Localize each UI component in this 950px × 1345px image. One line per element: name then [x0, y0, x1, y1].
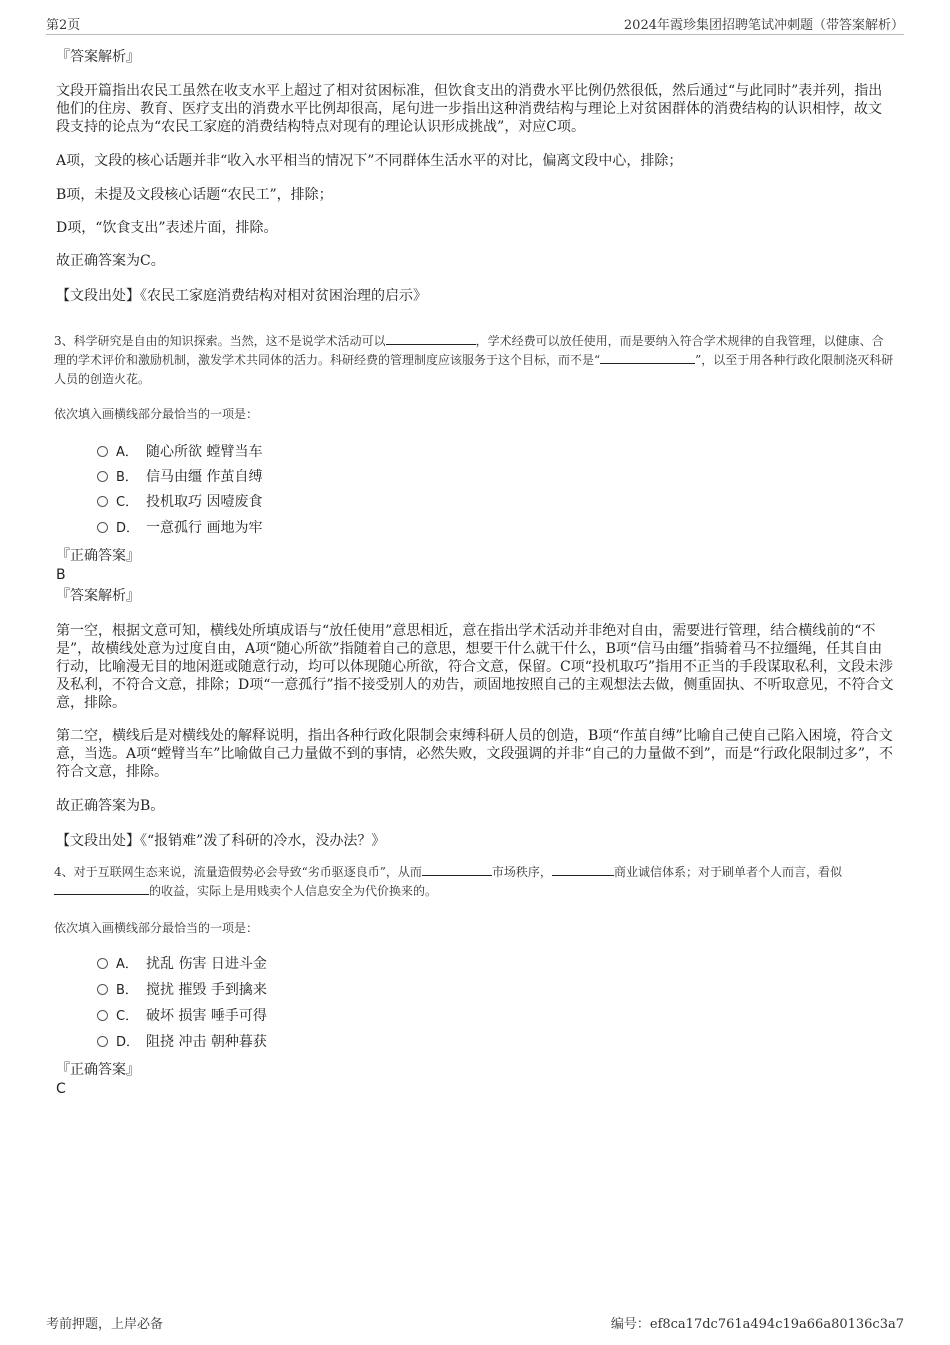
passage-source: 【文段出处】《“报销难”泼了科研的冷水，没办法？》 [56, 833, 386, 849]
page-header [46, 14, 904, 35]
analysis-label: 『答案解析』 [56, 588, 140, 604]
analysis-option-d: D项，“饮食支出”表述片面，排除。 [56, 220, 278, 236]
radio-icon[interactable] [97, 958, 108, 969]
document-id: 编号：ef8ca17dc761a494c19a66a80136c3a7 [610, 1317, 904, 1332]
question-4-option-a[interactable]: A． 扰乱 伤害 日进斗金 [97, 955, 267, 973]
radio-icon[interactable] [97, 446, 108, 457]
correct-answer-label: 『正确答案』 [56, 548, 140, 564]
question-3-stem: 3、科学研究是自由的知识探索。当然，这不是说学术活动可以 ，学术经费可以放任使用，而是要纳入符合学术规律的自我管理，以健康、合理的学术评价和激励机制，激发学术共同体的活力。科研经费的管理制度应该服务于这个目标，而不是“ ”，以至于用各种行政化限制浇灭科研人员的创造火花。 [54, 334, 894, 386]
correct-answer: B [56, 567, 66, 583]
analysis-paragraph-1: 第一空，根据文意可知，横线处所填成语与“放任使用”意思相近，意在指出学术活动并非绝对自由，需要进行管理，结合横线前的“不是”，故横线处意为过度自由，A项“随心所欲”指随着自己的意思，想要干什么就干什么，B项“信马由缰”指骑着马不拉缰绳，任其自由行动，比喻漫无目的地闲逛或随意行动，均可以体现随心所欲，符合文意，保留。C项“投机取巧”指用不正当的手段谋取私利，文段未涉及私利，不符合文意，排除；D项“一意孤行”指不接受别人的劝告，顽固地按照自己的主观想法去做，侧重固执、不听取意见，不符合文意，排除。 [56, 623, 894, 711]
correct-answer: C [56, 1081, 66, 1097]
fill-blank [600, 351, 695, 364]
question-4-option-c[interactable]: C． 破坏 损害 唾手可得 [97, 1007, 267, 1025]
radio-icon[interactable] [97, 522, 108, 533]
analysis-paragraph-2: 第二空，横线后是对横线处的解释说明，指出各种行政化限制会束缚科研人员的创造，B项“作茧自缚”比喻自己使自己陷入困境，符合文意，当选。A项“螳臂当车”比喻做自己力量做不到的事情，必然失败，文段强调的并非“自己的力量做不到”，而是“行政化限制过多”，不符合文意，排除。 [56, 728, 894, 780]
question-4-stem: 4、对于互联网生态来说，流量造假势必会导致“劣币驱逐良币”，从而 市场秩序， 商业诚信体系；对于刷单者个人而言，看似的收益，实际上是用贱卖个人信息安全为代价换来的。 [54, 865, 842, 898]
fill-blank [54, 882, 149, 895]
analysis-label: 『答案解析』 [56, 49, 140, 65]
question-3-option-b[interactable]: B． 信马由缰 作茧自缚 [97, 468, 262, 486]
analysis-conclusion: 故正确答案为C。 [56, 253, 165, 269]
question-3-option-a[interactable]: A． 随心所欲 螳臂当车 [97, 443, 262, 461]
radio-icon[interactable] [97, 471, 108, 482]
analysis-option-b: B项，未提及文段核心话题“农民工”，排除； [56, 187, 333, 203]
question-3-prompt: 依次填入画横线部分最恰当的一项是： [54, 407, 259, 421]
footer-slogan: 考前押题，上岸必备 [46, 1317, 164, 1332]
analysis-paragraph: 文段开篇指出农民工虽然在收支水平上超过了相对贫困标准，但饮食支出的消费水平比例仍然很低，然后通过“与此同时”表并列，指出他们的住房、教育、医疗支出的消费水平比例却很高，尾句进一步指出这种消费结构与理论上对贫困群体的消费结构的认识相悖，故文段支持的论点为“农民工家庭的消费结构特点对现有的理论认识形成挑战”，对应C项。 [56, 83, 883, 135]
correct-answer-label: 『正确答案』 [56, 1062, 140, 1078]
passage-source: 【文段出处】《农民工家庭消费结构对相对贫困治理的启示》 [56, 288, 427, 304]
radio-icon[interactable] [97, 1036, 108, 1047]
fill-blank [386, 332, 476, 345]
radio-icon[interactable] [97, 984, 108, 995]
radio-icon[interactable] [97, 1010, 108, 1021]
fill-blank [552, 863, 614, 876]
document-title: 2024年霞珍集团招聘笔试冲刺题（带答案解析） [623, 18, 904, 33]
question-3-option-d[interactable]: D． 一意孤行 画地为牢 [97, 519, 262, 537]
question-4-prompt: 依次填入画横线部分最恰当的一项是： [54, 921, 259, 935]
question-4-option-d[interactable]: D． 阻挠 冲击 朝种暮获 [97, 1033, 267, 1051]
analysis-conclusion: 故正确答案为B。 [56, 798, 165, 814]
question-3-option-c[interactable]: C． 投机取巧 因噎废食 [97, 493, 262, 511]
fill-blank [422, 863, 492, 876]
page-number: 第2页 [46, 18, 81, 33]
radio-icon[interactable] [97, 496, 108, 507]
analysis-option-a: A项，文段的核心话题并非“收入水平相当的情况下”不同群体生活水平的对比，偏离文段中心，排除； [56, 153, 683, 169]
question-4-option-b[interactable]: B． 搅扰 摧毁 手到擒来 [97, 981, 267, 999]
